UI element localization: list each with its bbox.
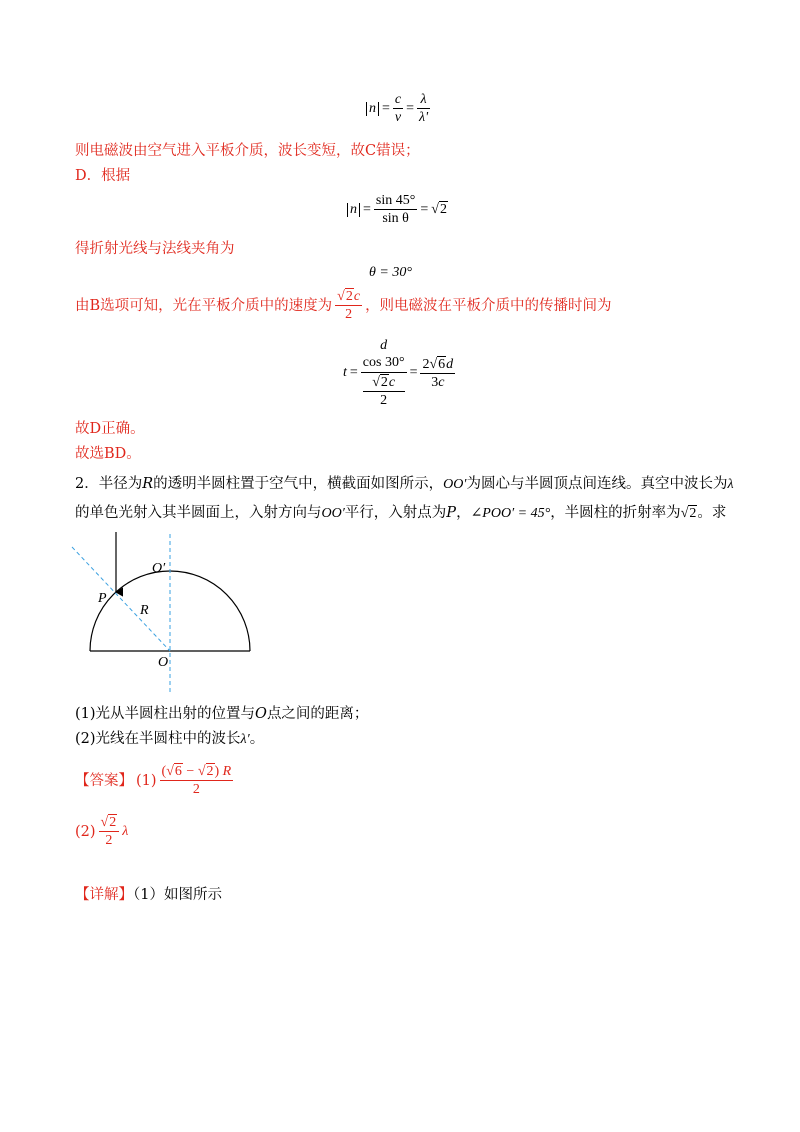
sub-question-1: (1)光从半圆柱出射的位置与O点之间的距离； (75, 706, 369, 722)
fraction-answer-2: $\frac{√2}{2}$ (99, 815, 120, 848)
fraction-lambda: $\frac{\lambda}{\lambda'}$ (419, 92, 429, 125)
answer-1: 【答案】 (1) $\frac{(√6 - √2) R}{2}$ (75, 764, 232, 797)
fraction-c-over-v: $\frac{c}{v}$ (394, 92, 402, 125)
fraction-result: $\frac{2√6d}{3c}$ (422, 356, 454, 390)
label-O: O (158, 655, 169, 670)
text-d-correct: 故D正确。 (75, 421, 145, 437)
label-P: P (98, 591, 107, 606)
equation-time: t = d cos 30° √2c 2 = $\frac{2√6d}{3c}$ (343, 338, 454, 408)
detail-line: 【详解】（1）如图所示 (75, 887, 222, 903)
equation-theta: θ = 30° (369, 265, 412, 280)
detail-tag: 【详解】 (75, 887, 133, 903)
text-speed: 由B选项可知，光在平板介质中的速度为 $\frac{√2c}{2}$ ，则电磁波在平板介质中的传播时间为 (75, 289, 612, 322)
semicircle-figure (60, 530, 270, 700)
answer-tag: 【答案】 (75, 772, 133, 789)
question-2-line-2: 的单色光射入其半圆面上，入射方向与OO′平行，入射点为P，∠POO′ = 45°，半圆柱的折射率为√2。求 (75, 505, 727, 521)
question-2-line-1: 2．半径为R的透明半圆柱置于空气中，横截面如图所示，OO′为圆心与半圆顶点间连线。真空中波长为λ (75, 476, 734, 492)
equation-refractive-index: n = $\frac{c}{v}$ = $\frac{\lambda}{\lambda'}$ (366, 92, 430, 125)
text-choose-bd: 故选BD。 (75, 446, 141, 462)
fraction-time: d cos 30° √2c 2 (362, 338, 405, 408)
abs-n: n (366, 102, 379, 116)
fraction-speed: $\frac{√2c}{2}$ (337, 289, 361, 322)
equation-snell: n = $\frac{\sin 45^\circ}{\text{sin θ}}$ = √2 (347, 193, 448, 226)
label-O-prime: O′ (152, 561, 166, 576)
text-angle: 得折射光线与法线夹角为 (75, 241, 235, 257)
fraction-sin: $\frac{\sin 45^\circ}{\text{sin θ}}$ (375, 193, 416, 226)
answer-2: (2) $\frac{√2}{2}$ λ (75, 815, 129, 848)
text-d-label: D．根据 (75, 168, 131, 184)
text-c-wrong: 则电磁波由空气进入平板介质，波长变短，故C错误； (75, 143, 420, 159)
label-R: R (140, 603, 149, 618)
sub-question-2: (2)光线在半圆柱中的波长λ′。 (75, 731, 265, 747)
sqrt-2: √2 (431, 201, 447, 217)
fraction-answer-1: $\frac{(√6 - √2) R}{2}$ (161, 764, 232, 797)
